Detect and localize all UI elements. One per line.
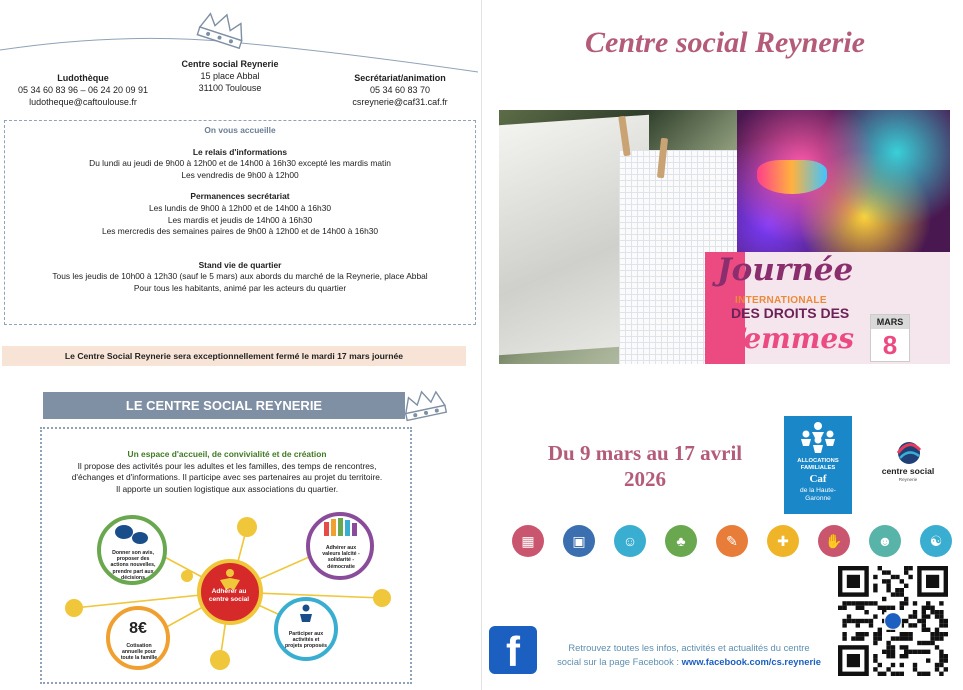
hub-dot bbox=[210, 650, 230, 670]
hub-dot bbox=[181, 570, 193, 582]
caf-people-icon bbox=[794, 420, 842, 456]
calendar-day: 8 bbox=[882, 330, 898, 360]
dates-year: 2026 bbox=[624, 467, 666, 491]
calendar-icon: ▦ bbox=[512, 525, 544, 557]
relais-line: Les vendredis de 9h00 à 12h00 bbox=[181, 169, 299, 180]
plant-icon: ♣ bbox=[665, 525, 697, 557]
contact-ludotheque bbox=[8, 72, 158, 108]
hub-dot bbox=[237, 517, 257, 537]
poster-internationale: INTERNATIONALE bbox=[735, 295, 827, 306]
relais-block bbox=[5, 147, 475, 182]
hub-top-left-text: Donner son avis, proposer des actions nouvelles, prendre part aux décisions bbox=[110, 550, 156, 581]
page-title: Centre social Reynerie bbox=[585, 26, 865, 59]
hub-fee-value: 8€ bbox=[129, 620, 147, 637]
crown-icon bbox=[197, 8, 247, 48]
caf-dept-line: Garonne bbox=[805, 495, 831, 502]
contact-secretariat bbox=[325, 72, 475, 108]
stand-block bbox=[5, 260, 475, 295]
hub-dot bbox=[373, 589, 391, 607]
csr-intro bbox=[48, 449, 406, 495]
caf-department bbox=[784, 487, 852, 503]
qr-code[interactable] bbox=[838, 566, 948, 676]
puzzle-icon: ✚ bbox=[767, 525, 799, 557]
csr-tagline: Un espace d'accueil, de convivialité et de création bbox=[127, 449, 327, 459]
facebook-link[interactable]: www.facebook.com/cs.reynerie bbox=[681, 656, 821, 667]
workshop-icon: ✎ bbox=[716, 525, 748, 557]
centre-social-swirl-icon bbox=[894, 440, 924, 466]
hub-bottom-left-text: Cotisation annuelle pour toute la famille bbox=[120, 643, 158, 662]
meditation-icon: ☯ bbox=[920, 525, 952, 557]
womens-day-poster bbox=[705, 252, 950, 364]
crown-icon bbox=[398, 386, 448, 426]
csr-banner: LE CENTRE SOCIAL REYNERIE bbox=[43, 392, 405, 419]
stand-line: Tous les jeudis de 10h00 à 12h30 (sauf le 5 mars) aux abords du marché de la Reynerie, place Abbal bbox=[52, 271, 428, 282]
secretariat-phone: 05 34 60 83 70 bbox=[369, 85, 431, 95]
ludotheque-phone: 05 34 60 83 96 – 06 24 20 09 91 bbox=[17, 85, 149, 95]
centre-city: 31100 Toulouse bbox=[198, 83, 262, 93]
facebook-icon[interactable]: f bbox=[489, 626, 537, 674]
ludotheque-title: Ludothèque bbox=[57, 73, 109, 83]
permanences-block bbox=[5, 191, 475, 237]
bus-icon: ▣ bbox=[563, 525, 595, 557]
permanences-line: Les mercredis des semaines paires de 9h00 à 12h00 et de 14h00 à 16h30 bbox=[101, 226, 379, 237]
hub-center-text: Adhérer au centre social bbox=[208, 588, 250, 603]
carnival-mask-icon bbox=[757, 160, 827, 194]
stand-line: Pour tous les habitants, animé par les acteurs du quartier bbox=[133, 282, 347, 293]
dates-line: Du 9 mars au 17 avril bbox=[547, 441, 743, 465]
welcome-title: On vous accueille bbox=[204, 125, 276, 135]
permanences-line: Les lundis de 9h00 à 12h00 et de 14h00 à 16h30 bbox=[148, 202, 332, 213]
caf-allocations: ALLOCATIONS FAMILIALES bbox=[797, 458, 839, 471]
hub-top-right-text: Adhérer aux valeurs laïcité - solidarité - démocratie bbox=[322, 545, 360, 570]
paper-photo bbox=[499, 110, 737, 364]
poster-journee: Journée bbox=[717, 252, 854, 288]
hub-dot bbox=[65, 599, 83, 617]
family-icon: ☻ bbox=[869, 525, 901, 557]
centre-title: Centre social Reynerie bbox=[181, 59, 279, 69]
centre-social-sub: Reynerie bbox=[898, 477, 918, 482]
caf-name: Caf bbox=[809, 473, 827, 485]
csr-line: d'échanges et d'informations. Il participe avec ses partenaires au projet du territoire. bbox=[71, 472, 383, 483]
csr-line: Il apporte un soutien logistique aux associations du quartier. bbox=[115, 483, 339, 494]
calendar-month: MARS bbox=[871, 315, 909, 329]
stand-heading: Stand vie de quartier bbox=[198, 259, 282, 270]
hub-bottom-right-text: Participer aux activités et projets proposés bbox=[284, 631, 328, 650]
facebook-line-2 bbox=[545, 655, 833, 669]
page-divider bbox=[481, 0, 482, 690]
permanences-line: Les mardis et jeudis de 14h00 à 16h30 bbox=[167, 214, 313, 225]
activity-icons-row bbox=[512, 525, 952, 559]
event-dates bbox=[514, 440, 776, 492]
facebook-text bbox=[545, 641, 833, 669]
closed-notice: Le Centre Social Reynerie sera exceptionnellement fermé le mardi 17 mars journée bbox=[2, 346, 466, 366]
contact-centre bbox=[160, 58, 300, 94]
ludotheque-email[interactable]: ludotheque@caftoulouse.fr bbox=[29, 97, 137, 107]
relais-line: Du lundi au jeudi de 9h00 à 12h00 et de 14h00 à 16h30 excepté les mardis matin bbox=[89, 158, 391, 169]
secretariat-email[interactable]: csreynerie@caf31.caf.fr bbox=[352, 97, 448, 107]
poster-droits: DES DROITS DES bbox=[731, 305, 850, 321]
carnival-photo bbox=[737, 110, 950, 252]
secretariat-title: Secrétariat/animation bbox=[354, 73, 446, 83]
poster-femmes: Femmes bbox=[725, 322, 854, 355]
facebook-line: Retrouvez toutes les infos, activités et actualités du centre bbox=[568, 642, 810, 653]
permanences-heading: Permanences secrétariat bbox=[190, 191, 290, 202]
caf-dept-line: de la Haute- bbox=[800, 487, 836, 494]
hands-icon: ✋ bbox=[818, 525, 850, 557]
theatre-masks-icon: ☺ bbox=[614, 525, 646, 557]
calendar-icon bbox=[870, 314, 910, 362]
relais-heading: Le relais d'informations bbox=[192, 146, 288, 157]
welcome-box bbox=[4, 120, 476, 325]
caf-logo bbox=[784, 416, 852, 514]
csr-line: Il propose des activités pour les adultes et les familles, des temps de rencontres, bbox=[77, 460, 377, 471]
centre-social-name: centre social bbox=[881, 466, 935, 476]
centre-street: 15 place Abbal bbox=[200, 71, 260, 81]
facebook-prefix: social sur la page Facebook : bbox=[557, 656, 682, 667]
